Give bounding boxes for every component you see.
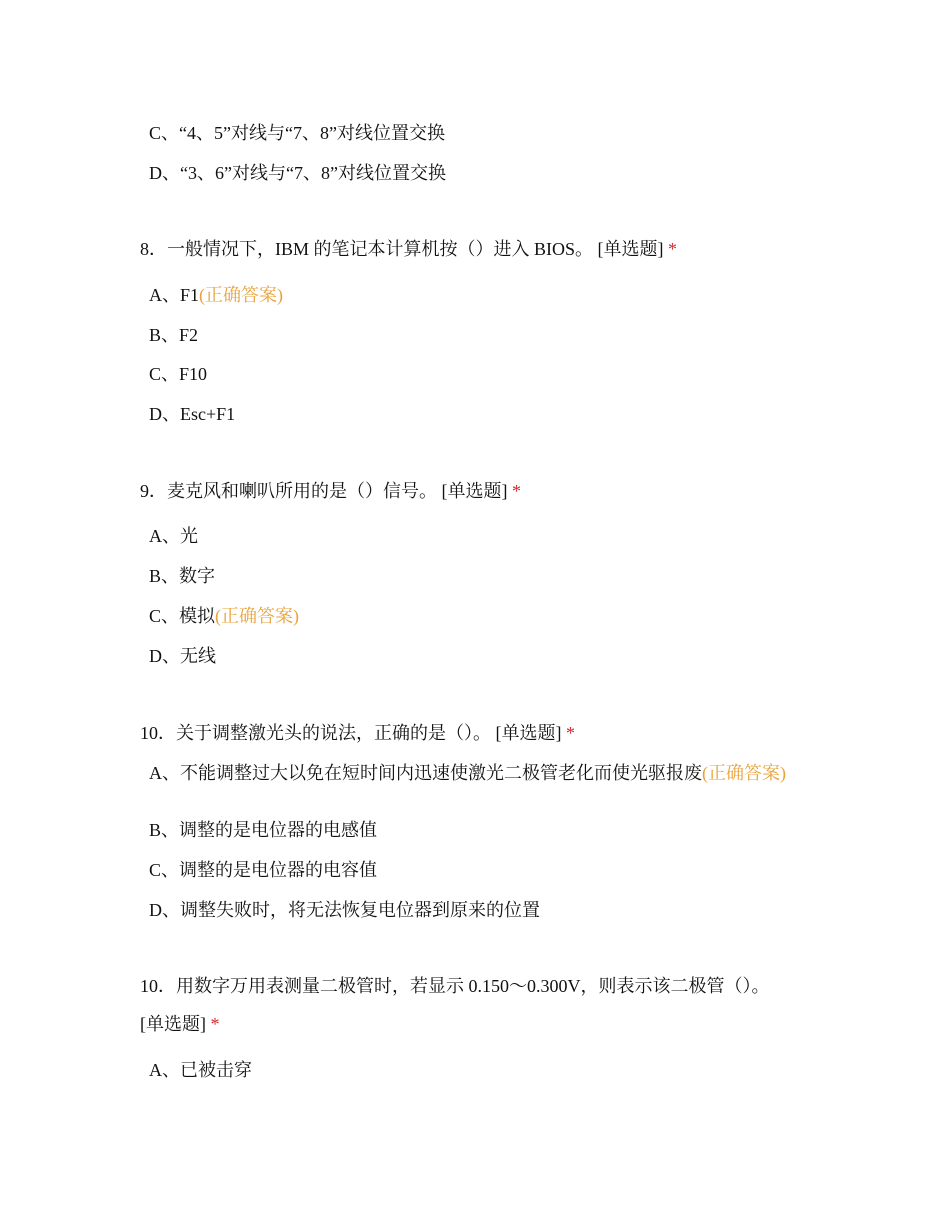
option-label: B、调整的是电位器的电感值 (149, 820, 378, 840)
question-8-option-b (149, 323, 198, 347)
required-marker: * (566, 723, 575, 743)
option-label: D、Esc+F1 (149, 404, 236, 424)
question-type: [单选题] (495, 723, 562, 743)
question-8-title (140, 237, 677, 261)
option-label: C、模拟 (149, 606, 216, 626)
option-prev-c (149, 121, 445, 145)
question-8-option-d (149, 402, 235, 426)
option-label: C、F10 (149, 364, 208, 384)
option-label: A、光 (149, 526, 198, 546)
option-label: B、F2 (149, 325, 199, 345)
question-text: 8．一般情况下，IBM 的笔记本计算机按（）进入 BIOS。 (140, 239, 594, 259)
question-10b-title (140, 974, 770, 998)
question-9-title (140, 479, 521, 503)
question-10-option-d (149, 898, 540, 922)
question-10-option-b (149, 818, 377, 842)
question-type: [单选题] (597, 239, 664, 259)
option-label: A、已被击穿 (149, 1060, 252, 1080)
correct-answer-marker: (正确答案) (702, 763, 786, 783)
option-label: C、调整的是电位器的电容值 (149, 860, 378, 880)
question-text: 10．关于调整激光头的说法，正确的是（）。 (140, 723, 491, 743)
option-label: C、“4、5”对线与“7、8”对线位置交换 (149, 123, 445, 143)
option-label: D、“3、6”对线与“7、8”对线位置交换 (149, 163, 446, 183)
option-label: A、不能调整过大以免在短时间内迅速使激光二极管老化而使光驱报废 (149, 763, 702, 783)
option-label: A、F1 (149, 285, 200, 305)
required-marker: * (512, 481, 521, 501)
question-10-title (140, 721, 575, 745)
required-marker: * (668, 239, 678, 259)
question-text: 9．麦克风和喇叭所用的是（）信号。 (140, 481, 437, 501)
question-9-option-c (149, 604, 299, 628)
question-10-option-c (149, 858, 377, 882)
correct-answer-marker: (正确答案) (199, 285, 284, 305)
option-label: B、数字 (149, 566, 216, 586)
option-label: D、无线 (149, 646, 216, 666)
question-type: [单选题] (441, 481, 508, 501)
question-9-option-a (149, 524, 198, 548)
question-type: [单选题] (140, 1014, 206, 1034)
question-10b-option-a (149, 1058, 252, 1082)
question-8-option-c (149, 362, 207, 386)
question-10b-type-line (140, 1012, 220, 1036)
question-9-option-b (149, 564, 215, 588)
correct-answer-marker: (正确答案) (215, 606, 300, 626)
option-label: D、调整失败时，将无法恢复电位器到原来的位置 (149, 900, 540, 920)
required-marker: * (210, 1014, 220, 1034)
question-9-option-d (149, 644, 216, 668)
option-prev-d (149, 161, 446, 185)
question-10-option-a (149, 761, 799, 785)
question-8-option-a (149, 283, 283, 307)
question-text: 10．用数字万用表测量二极管时，若显示 0.150～0.300V，则表示该二极管（）。 (140, 976, 770, 996)
